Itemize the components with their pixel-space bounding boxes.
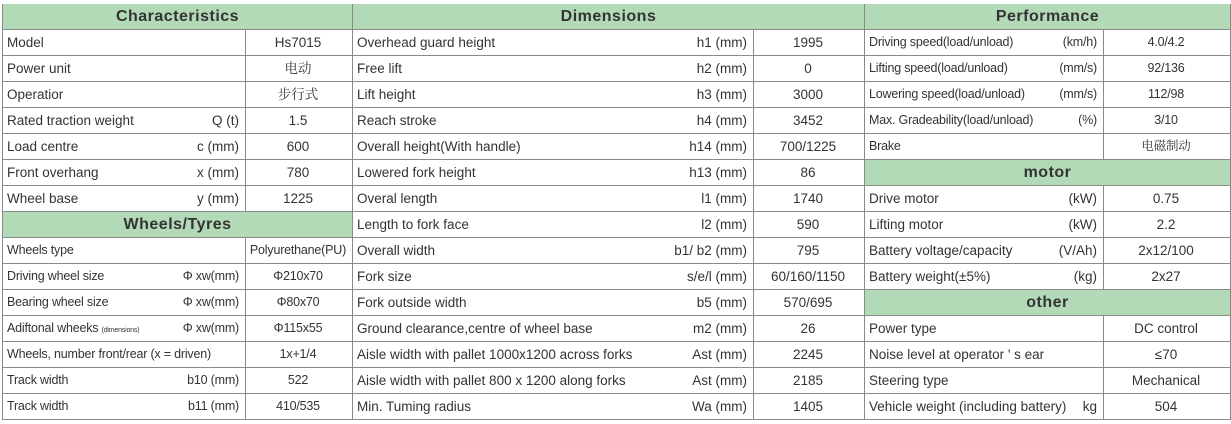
- wheels-label-cell: [3, 290, 245, 315]
- label-group: [869, 342, 1044, 367]
- row-label: Load centre: [7, 139, 79, 154]
- row-unit: h4 (mm): [696, 113, 747, 128]
- performance-row: [865, 134, 1230, 160]
- label-group: [357, 108, 437, 133]
- row-value: 590: [796, 217, 820, 232]
- row-label: Track width: [7, 373, 69, 387]
- row-unit: Φ xw(mm): [182, 321, 239, 335]
- performance-value-cell: [1103, 108, 1228, 133]
- row-label: Bearing wheel size: [7, 295, 109, 309]
- row-unit: (kW): [1068, 217, 1097, 232]
- row-label: Rated traction weight: [7, 113, 134, 128]
- row-label: Ground clearance,centre of wheel base: [357, 321, 593, 336]
- dimensions-header: Dimensions: [353, 4, 864, 30]
- row-value: 1x+1/4: [279, 347, 317, 361]
- row-value: 112/98: [1147, 87, 1185, 101]
- wheels-label-cell: [3, 264, 245, 289]
- other-row: [865, 394, 1230, 420]
- row-value: Φ115x55: [273, 321, 323, 335]
- wheels-value-cell: [245, 290, 350, 315]
- motor-value-cell: [1103, 212, 1228, 237]
- label-group: [869, 82, 1025, 107]
- label-group: [7, 368, 68, 393]
- characteristics-label-cell: [3, 134, 245, 159]
- characteristics-row: [3, 82, 352, 108]
- motor-value-cell: [1103, 186, 1228, 211]
- label-group: [357, 82, 416, 107]
- row-value: 2x12/100: [1138, 243, 1194, 258]
- label-group: [7, 238, 74, 263]
- row-value: Hs7015: [274, 35, 322, 50]
- row-label: Noise level at operator ' s ear: [869, 347, 1045, 362]
- label-group: [357, 56, 402, 81]
- row-value: 3/10: [1154, 113, 1178, 127]
- row-label: Driving wheel size: [7, 269, 105, 283]
- wheels-value-cell: [245, 238, 350, 263]
- label-group: [7, 160, 99, 185]
- wheels-header: Wheels/Tyres: [3, 212, 352, 238]
- characteristics-value-cell: [245, 108, 350, 133]
- label-group: [357, 290, 467, 315]
- row-unit: h13 (mm): [689, 165, 747, 180]
- row-value: 92/136: [1147, 61, 1185, 75]
- dimensions-label-cell: [353, 134, 753, 159]
- characteristics-value-cell: [245, 82, 350, 107]
- label-group: [357, 394, 471, 419]
- characteristics-row: [3, 186, 352, 212]
- row-label: Drive motor: [869, 191, 939, 206]
- row-unit: y (mm): [197, 191, 239, 206]
- row-label: Fork size: [357, 269, 412, 284]
- label-group: [7, 56, 71, 81]
- dimensions-row: [353, 56, 864, 82]
- other-value-cell: [1103, 342, 1228, 367]
- row-label: Overall height(With handle): [357, 139, 521, 154]
- label-group: [869, 368, 949, 393]
- other-label-cell: [865, 394, 1103, 419]
- dimensions-value-cell: [753, 82, 862, 107]
- label-group: [7, 108, 134, 133]
- dimensions-label-cell: [353, 108, 753, 133]
- label-group: [7, 186, 78, 211]
- label-group: [7, 82, 63, 107]
- wheels-label-cell: [3, 238, 245, 263]
- row-unit: l2 (mm): [701, 217, 747, 232]
- performance-value-cell: [1103, 134, 1228, 159]
- row-label: Wheels type: [7, 243, 74, 257]
- row-value: Φ80x70: [276, 295, 320, 309]
- motor-value-cell: [1103, 264, 1228, 289]
- dimensions-value-cell: [753, 368, 862, 393]
- row-value: 60/160/1150: [770, 269, 846, 284]
- other-label-cell: [865, 316, 1103, 341]
- row-label: Brake: [869, 139, 901, 153]
- characteristics-row: [3, 30, 352, 56]
- row-value: 2185: [792, 373, 824, 388]
- dimensions-value-cell: [753, 238, 862, 263]
- characteristics-value-cell: [245, 186, 350, 211]
- characteristics-label-cell: [3, 186, 245, 211]
- label-group: [869, 186, 939, 211]
- row-value: Φ210x70: [273, 269, 323, 283]
- row-label: Lifting motor: [869, 217, 944, 232]
- motor-header: motor: [865, 160, 1230, 186]
- row-value: ≤70: [1154, 347, 1178, 362]
- characteristics-row: [3, 160, 352, 186]
- label-group: [7, 316, 139, 341]
- dimensions-row: [353, 238, 864, 264]
- row-value: 2.2: [1156, 217, 1176, 232]
- row-value: 600: [286, 139, 310, 154]
- row-value: 1405: [792, 399, 824, 414]
- label-group: [357, 186, 437, 211]
- wheels-label-cell: [3, 316, 245, 341]
- wheels-value-cell: [245, 394, 350, 419]
- row-unit: b1/ b2 (mm): [674, 243, 747, 258]
- dimensions-label-cell: [353, 82, 753, 107]
- wheels-label-cell: [3, 342, 245, 367]
- row-label: Fork outside width: [357, 295, 467, 310]
- characteristics-label-cell: [3, 30, 245, 55]
- label-group: [7, 394, 68, 419]
- row-value: Polyurethane(PU): [249, 243, 347, 257]
- characteristics-value-cell: [245, 30, 350, 55]
- row-unit: m2 (mm): [693, 321, 747, 336]
- performance-row: [865, 108, 1230, 134]
- label-group: [7, 134, 78, 159]
- wheels-row: [3, 238, 352, 264]
- performance-row: [865, 30, 1230, 56]
- performance-row: [865, 82, 1230, 108]
- wheels-row: [3, 264, 352, 290]
- row-value: 1.5: [288, 113, 308, 128]
- wheels-row: [3, 394, 352, 420]
- row-unit: c (mm): [197, 139, 239, 154]
- dimensions-label-cell: [353, 238, 753, 263]
- wheels-row: [3, 368, 352, 394]
- dimensions-label-cell: [353, 30, 753, 55]
- row-label: Lift height: [357, 87, 416, 102]
- dimensions-label-cell: [353, 212, 753, 237]
- characteristics-row: [3, 56, 352, 82]
- row-value: 4.0/4.2: [1147, 35, 1185, 49]
- performance-label-cell: [865, 82, 1103, 107]
- row-label: Front overhang: [7, 165, 99, 180]
- dimensions-row: [353, 342, 864, 368]
- row-value: 1995: [792, 35, 824, 50]
- characteristics-row: [3, 108, 352, 134]
- wheels-row: [3, 342, 352, 368]
- row-unit: h2 (mm): [696, 61, 747, 76]
- performance-value-cell: [1103, 30, 1228, 55]
- row-label: Lowered fork height: [357, 165, 476, 180]
- performance-panel: [864, 4, 1231, 420]
- performance-label-cell: [865, 108, 1103, 133]
- other-label-cell: [865, 368, 1103, 393]
- row-unit: b11 (mm): [188, 399, 239, 413]
- dimensions-label-cell: [353, 56, 753, 81]
- other-row: [865, 316, 1230, 342]
- dimensions-value-cell: [753, 186, 862, 211]
- characteristics-header: Characteristics: [3, 4, 352, 30]
- row-value: DC control: [1134, 321, 1198, 336]
- label-group: [869, 238, 1012, 263]
- other-value-cell: [1103, 394, 1228, 419]
- row-unit: x (mm): [197, 165, 239, 180]
- other-row: [865, 368, 1230, 394]
- label-group: [869, 56, 1008, 81]
- label-group: [357, 134, 521, 159]
- motor-label-cell: [865, 212, 1103, 237]
- dimensions-row: [353, 134, 864, 160]
- row-value: 步行式: [277, 87, 319, 102]
- wheels-value-cell: [245, 368, 350, 393]
- dimensions-value-cell: [753, 30, 862, 55]
- wheels-value-cell: [245, 316, 350, 341]
- dimensions-row: [353, 186, 864, 212]
- other-header: other: [865, 290, 1230, 316]
- dimensions-value-cell: [753, 108, 862, 133]
- row-value: 2x27: [1151, 269, 1181, 284]
- row-label: Steering type: [869, 373, 949, 388]
- wheels-label-cell: [3, 368, 245, 393]
- motor-row: [865, 264, 1230, 290]
- label-group: [357, 264, 412, 289]
- row-label: Max. Gradeability(load/unload): [869, 113, 1034, 127]
- label-group: [7, 264, 104, 289]
- characteristics-label-cell: [3, 160, 245, 185]
- label-group: [357, 316, 593, 341]
- row-label: Operatior: [7, 87, 64, 102]
- row-label: Free lift: [357, 61, 403, 76]
- row-label: Lowering speed(load/unload): [869, 87, 1025, 101]
- row-value: 26: [800, 321, 816, 336]
- performance-row: [865, 56, 1230, 82]
- dimensions-label-cell: [353, 290, 753, 315]
- row-value: 电磁制动: [1141, 139, 1191, 153]
- dimensions-value-cell: [753, 56, 862, 81]
- row-unit: Φ xw(mm): [182, 295, 239, 309]
- row-unit: Ast (mm): [692, 373, 747, 388]
- dimensions-row: [353, 160, 864, 186]
- row-label: Lifting speed(load/unload): [869, 61, 1008, 75]
- dimensions-label-cell: [353, 394, 753, 419]
- row-label: Model: [7, 35, 44, 50]
- row-label: Length to fork face: [357, 217, 469, 232]
- row-unit: l1 (mm): [701, 191, 747, 206]
- row-unit: s/e/l (mm): [687, 269, 747, 284]
- dimensions-value-cell: [753, 394, 862, 419]
- row-unit: (V/Ah): [1058, 243, 1097, 258]
- motor-value-cell: [1103, 238, 1228, 263]
- row-unit: (km/h): [1062, 35, 1097, 49]
- wheels-row: [3, 316, 352, 342]
- label-group: [357, 212, 469, 237]
- row-value: 电动: [284, 61, 312, 76]
- row-value: 504: [1154, 399, 1178, 414]
- label-group: [869, 30, 1013, 55]
- label-group: [869, 134, 901, 159]
- dimensions-value-cell: [753, 264, 862, 289]
- other-value-cell: [1103, 368, 1228, 393]
- other-value-cell: [1103, 316, 1228, 341]
- dimensions-value-cell: [753, 316, 862, 341]
- row-label: Battery voltage/capacity: [869, 243, 1013, 258]
- row-label: Wheel base: [7, 191, 79, 206]
- row-unit: Wa (mm): [692, 399, 747, 414]
- row-value: 1740: [792, 191, 824, 206]
- dimensions-value-cell: [753, 212, 862, 237]
- label-group: [869, 108, 1033, 133]
- characteristics-label-cell: [3, 82, 245, 107]
- row-unit: Φ xw(mm): [182, 269, 239, 283]
- row-label: Min. Tuming radius: [357, 399, 472, 414]
- dimensions-row: [353, 82, 864, 108]
- row-unit: (mm/s): [1059, 61, 1097, 75]
- row-unit: (%): [1078, 113, 1097, 127]
- row-label: Vehicle weight (including battery): [869, 399, 1067, 414]
- row-label: Power unit: [7, 61, 71, 76]
- row-value: 2245: [792, 347, 824, 362]
- row-value: 0: [804, 61, 812, 76]
- label-group: [869, 316, 937, 341]
- characteristics-value-cell: [245, 134, 350, 159]
- row-label: Aisle width with pallet 800 x 1200 along forks: [357, 373, 626, 388]
- dimensions-row: [353, 264, 864, 290]
- label-group: [7, 290, 108, 315]
- dimensions-value-cell: [753, 160, 862, 185]
- row-unit: Ast (mm): [692, 347, 747, 362]
- row-unit: kg: [1082, 399, 1097, 414]
- row-label: Battery weight(±5%): [869, 269, 991, 284]
- row-unit: h3 (mm): [696, 87, 747, 102]
- dimensions-label-cell: [353, 264, 753, 289]
- wheels-label-cell: [3, 394, 245, 419]
- wheels-value-cell: [245, 264, 350, 289]
- motor-label-cell: [865, 238, 1103, 263]
- dimensions-label-cell: [353, 368, 753, 393]
- row-label: Track width: [7, 399, 69, 413]
- label-group: [357, 368, 626, 393]
- row-unit: h1 (mm): [696, 35, 747, 50]
- row-value: Mechanical: [1131, 373, 1201, 388]
- row-unit: (kW): [1068, 191, 1097, 206]
- row-unit: h14 (mm): [689, 139, 747, 154]
- dimensions-value-cell: [753, 134, 862, 159]
- row-label: Overal length: [357, 191, 438, 206]
- row-label: Driving speed(load/unload): [869, 35, 1014, 49]
- dimensions-panel: [352, 4, 865, 420]
- row-note: (dimensions): [101, 327, 140, 334]
- row-value: 570/695: [783, 295, 833, 310]
- characteristics-label-cell: [3, 108, 245, 133]
- row-value: 795: [796, 243, 820, 258]
- other-row: [865, 342, 1230, 368]
- label-group: [357, 160, 476, 185]
- dimensions-label-cell: [353, 160, 753, 185]
- row-label: Overhead guard height: [357, 35, 496, 50]
- row-label: Overall width: [357, 243, 436, 258]
- performance-value-cell: [1103, 82, 1228, 107]
- characteristics-label-cell: [3, 56, 245, 81]
- label-group: [7, 30, 44, 55]
- dimensions-row: [353, 290, 864, 316]
- dimensions-row: [353, 212, 864, 238]
- row-value: 0.75: [1152, 191, 1180, 206]
- wheels-row: [3, 290, 352, 316]
- label-group: [869, 264, 990, 289]
- dimensions-label-cell: [353, 342, 753, 367]
- dimensions-row: [353, 108, 864, 134]
- label-group: [357, 238, 435, 263]
- wheels-value-cell: [245, 342, 350, 367]
- dimensions-label-cell: [353, 186, 753, 211]
- row-value: 410/535: [276, 399, 320, 413]
- label-group: [357, 342, 632, 367]
- motor-row: [865, 238, 1230, 264]
- motor-label-cell: [865, 186, 1103, 211]
- row-value: 3000: [792, 87, 824, 102]
- performance-label-cell: [865, 56, 1103, 81]
- row-label: Wheels, number front/rear (x = driven): [7, 347, 211, 361]
- motor-label-cell: [865, 264, 1103, 289]
- dimensions-row: [353, 30, 864, 56]
- performance-label-cell: [865, 134, 1103, 159]
- dimensions-row: [353, 316, 864, 342]
- row-unit: b10 (mm): [187, 373, 239, 387]
- row-value: 3452: [792, 113, 824, 128]
- row-label: Reach stroke: [357, 113, 437, 128]
- label-group: [7, 342, 211, 367]
- performance-header: Performance: [865, 4, 1230, 30]
- characteristics-row: [3, 134, 352, 160]
- row-value: 780: [286, 165, 310, 180]
- row-value: 86: [800, 165, 816, 180]
- motor-row: [865, 186, 1230, 212]
- dimensions-row: [353, 368, 864, 394]
- characteristics-panel: [2, 4, 353, 420]
- label-group: [869, 212, 943, 237]
- dimensions-value-cell: [753, 290, 862, 315]
- row-unit: b5 (mm): [696, 295, 747, 310]
- characteristics-value-cell: [245, 56, 350, 81]
- row-label: Adiftonal wheeks: [7, 321, 99, 335]
- row-unit: (kg): [1073, 269, 1097, 284]
- label-group: [869, 394, 1066, 419]
- row-label: Aisle width with pallet 1000x1200 across forks: [357, 347, 633, 362]
- row-unit: (mm/s): [1059, 87, 1097, 101]
- motor-row: [865, 212, 1230, 238]
- row-value: 700/1225: [779, 139, 837, 154]
- performance-value-cell: [1103, 56, 1228, 81]
- label-group: [357, 30, 495, 55]
- dimensions-row: [353, 394, 864, 420]
- row-value: 522: [287, 373, 309, 387]
- row-unit: Q (t): [212, 113, 239, 128]
- dimensions-value-cell: [753, 342, 862, 367]
- characteristics-value-cell: [245, 160, 350, 185]
- row-value: 1225: [282, 191, 314, 206]
- dimensions-label-cell: [353, 316, 753, 341]
- other-label-cell: [865, 342, 1103, 367]
- performance-label-cell: [865, 30, 1103, 55]
- row-label: Power type: [869, 321, 937, 336]
